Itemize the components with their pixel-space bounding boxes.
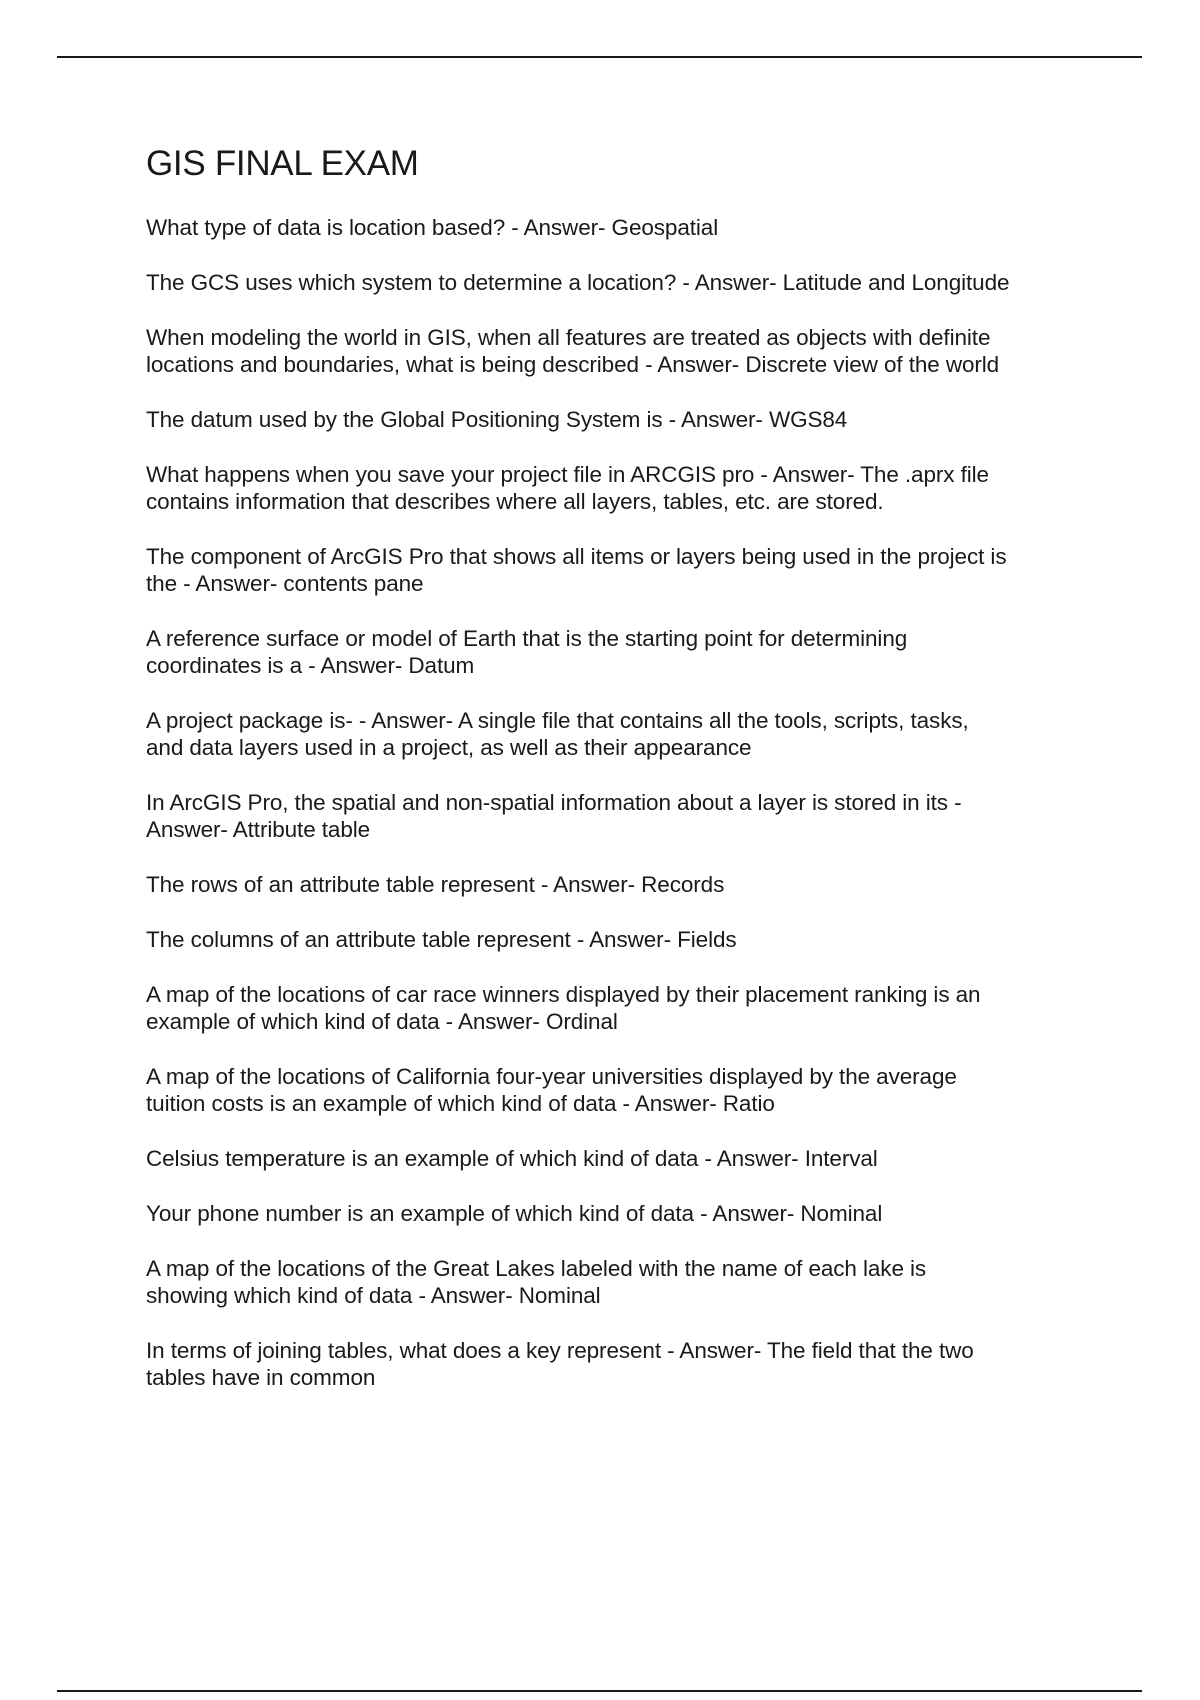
document-body — [146, 140, 1106, 1419]
qa-item — [146, 981, 1106, 1035]
qa-item — [146, 214, 1106, 241]
qa-item — [146, 1145, 1106, 1172]
qa-line: A map of the locations of California four-year universities displayed by the average — [146, 1064, 957, 1089]
qa-line: A map of the locations of car race winners displayed by their placement ranking is an — [146, 982, 981, 1007]
qa-line: tables have in common — [146, 1365, 376, 1390]
qa-line: What type of data is location based? - Answer- Geospatial — [146, 215, 719, 240]
qa-item — [146, 625, 1106, 679]
qa-line: example of which kind of data - Answer- Ordinal — [146, 1009, 618, 1034]
qa-item — [146, 269, 1106, 296]
qa-line: When modeling the world in GIS, when all features are treated as objects with definite — [146, 325, 991, 350]
top-rule — [57, 56, 1142, 58]
qa-item — [146, 406, 1106, 433]
qa-line: A reference surface or model of Earth that is the starting point for determining — [146, 626, 908, 651]
bottom-rule — [57, 1690, 1142, 1692]
qa-line: In ArcGIS Pro, the spatial and non-spatial information about a layer is stored in its - — [146, 790, 962, 815]
qa-line: Answer- Attribute table — [146, 817, 371, 842]
qa-line: The GCS uses which system to determine a location? - Answer- Latitude and Longitude — [146, 270, 1010, 295]
qa-line: The columns of an attribute table represent - Answer- Fields — [146, 927, 737, 952]
qa-line: Your phone number is an example of which kind of data - Answer- Nominal — [146, 1201, 883, 1226]
qa-item — [146, 543, 1106, 597]
qa-item — [146, 1200, 1106, 1227]
qa-line: In terms of joining tables, what does a key represent - Answer- The field that the two — [146, 1338, 974, 1363]
qa-line: The rows of an attribute table represent - Answer- Records — [146, 872, 725, 897]
qa-line: A project package is- - Answer- A single file that contains all the tools, scripts, tasks, — [146, 708, 969, 733]
qa-line: and data layers used in a project, as well as their appearance — [146, 735, 752, 760]
page-title: GIS FINAL EXAM — [146, 144, 419, 183]
qa-item — [146, 789, 1106, 843]
qa-item — [146, 871, 1106, 898]
qa-line: What happens when you save your project file in ARCGIS pro - Answer- The .aprx file — [146, 462, 989, 487]
qa-line: contains information that describes where all layers, tables, etc. are stored. — [146, 489, 884, 514]
qa-item — [146, 926, 1106, 953]
qa-line: the - Answer- contents pane — [146, 571, 424, 596]
qa-line: coordinates is a - Answer- Datum — [146, 653, 475, 678]
qa-item — [146, 1063, 1106, 1117]
qa-line: Celsius temperature is an example of which kind of data - Answer- Interval — [146, 1146, 878, 1171]
qa-item — [146, 1255, 1106, 1309]
qa-line: The datum used by the Global Positioning System is - Answer- WGS84 — [146, 407, 848, 432]
qa-line: tuition costs is an example of which kind of data - Answer- Ratio — [146, 1091, 775, 1116]
qa-item — [146, 324, 1106, 378]
qa-line: locations and boundaries, what is being described - Answer- Discrete view of the world — [146, 352, 1000, 377]
qa-line: showing which kind of data - Answer- Nominal — [146, 1283, 601, 1308]
qa-item — [146, 461, 1106, 515]
qa-item — [146, 707, 1106, 761]
qa-line: The component of ArcGIS Pro that shows all items or layers being used in the project is — [146, 544, 1007, 569]
qa-item — [146, 1337, 1106, 1391]
qa-line: A map of the locations of the Great Lakes labeled with the name of each lake is — [146, 1256, 927, 1281]
